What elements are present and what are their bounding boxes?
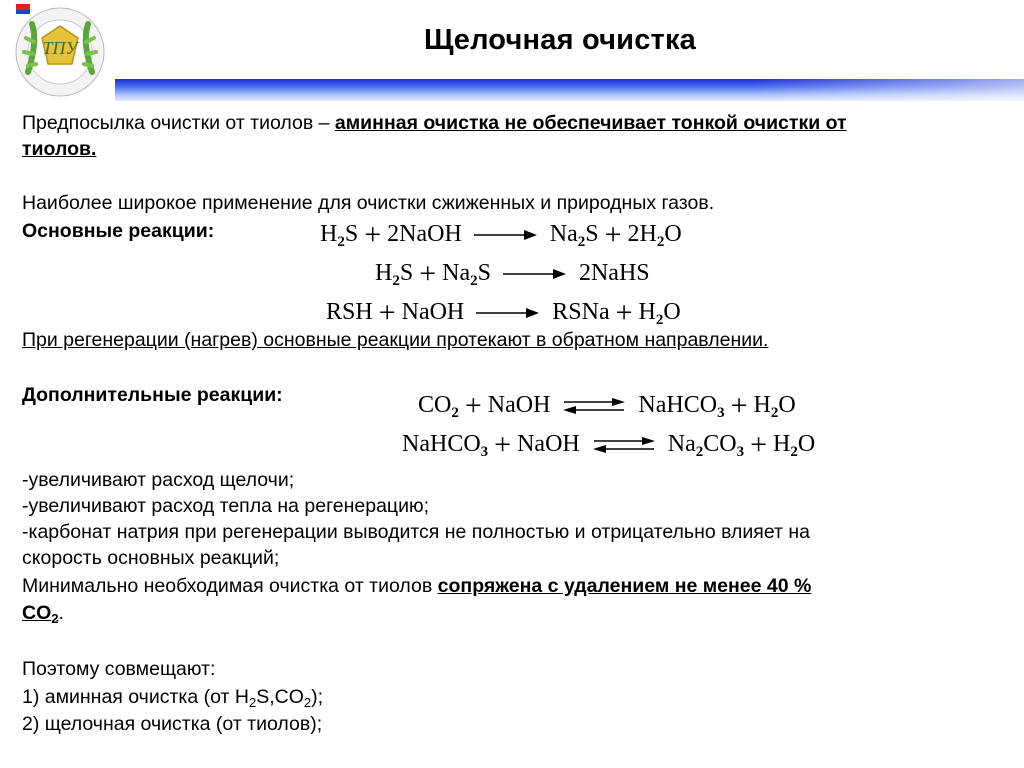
reaction-main-1: $H_2S$ + 2NaOH $Na_2S + 2H_2O$ (320, 218, 682, 251)
formula-term: NaHCO$_3$ (402, 431, 489, 460)
forward-arrow-icon (503, 267, 567, 281)
main-reactions-label: Основные реакции: (22, 220, 215, 242)
effect-line-4: скорость основных реакций; (22, 547, 280, 569)
university-logo (8, 2, 118, 102)
effect-line-2: -увеличивают расход тепла на регенерацию; (22, 495, 430, 517)
intro-line-1 (22, 110, 847, 136)
forward-arrow-icon (476, 306, 540, 320)
formula-term: $H_2S$ (320, 221, 359, 250)
formula-term: NaOH (517, 431, 580, 457)
intro-line-2: тиолов. (22, 138, 97, 160)
formula-term: NaHCO$_3$ (638, 392, 725, 421)
item1-c: ); (311, 686, 324, 708)
item1-sub1: 2 (248, 695, 257, 710)
formula-term: 2NaOH (387, 221, 462, 247)
reaction-main-2: $H_2S + Na_2S$ 2NaHS (375, 257, 650, 290)
intro-plain: Предпосылка очистки от тиолов – (22, 112, 335, 134)
reaction-additional-2: NaHCO$_3$ + NaOH $Na_2CO_3 + H_2O$ (402, 428, 816, 461)
formula-term: $H_2O$ (638, 299, 681, 328)
equilibrium-arrow-icon (562, 397, 626, 415)
formula-term: $2H_2O$ (627, 221, 682, 250)
regeneration-note: При регенерации (нагрев) основные реакции протекают в обратном направлении. (22, 329, 769, 351)
forward-arrow-icon (474, 228, 538, 242)
formula-term: NaOH (401, 299, 465, 325)
conclusion-item-1 (22, 684, 323, 710)
formula-term: $Na_2S$ (549, 221, 599, 250)
reaction-main-3: RSH + NaOH RSNa + $H_2O$ (326, 296, 681, 329)
minimum-line-1 (22, 573, 811, 599)
co2-tail: . (58, 602, 64, 624)
svg-text:ТПУ: ТПУ (42, 38, 78, 58)
formula-term: $H_2S$ (375, 260, 414, 289)
formula-term: RSH (326, 299, 373, 325)
formula-term: $H_2O$ (772, 431, 816, 460)
minimum-line-2 (22, 600, 64, 626)
page-title: Щелочная очистка (423, 24, 696, 56)
minimum-plain: Минимально необходимая очистка от тиолов (22, 575, 438, 597)
conclusion-item-2: 2) щелочная очистка (от тиолов); (22, 713, 323, 735)
co2-sub: 2 (51, 611, 59, 626)
equilibrium-arrow-icon (592, 436, 656, 454)
item1-a: 1) аминная очистка (от H (22, 686, 249, 708)
effect-line-3: -карбонат натрия при регенерации выводится не полностью и отрицательно влияет на (22, 521, 811, 543)
header-bar (115, 79, 1024, 101)
formula-term: $Na_2CO_3$ (667, 431, 745, 460)
formula-term: RSNa (552, 299, 610, 325)
reaction-additional-1: $CO_2$ + NaOH NaHCO$_3$ + $H_2O$ (418, 389, 796, 422)
co2-term (22, 602, 58, 624)
formula-term: NaOH (487, 392, 551, 418)
co2-main: CO (22, 602, 52, 624)
formula-term: $H_2O$ (753, 392, 796, 421)
item1-b: S,CO (256, 686, 304, 708)
formula-term: $Na_2S$ (442, 260, 491, 289)
formula-term: 2NaHS (578, 260, 650, 286)
item1-sub2: 2 (303, 695, 312, 710)
conclusion-lead: Поэтому совмещают: (22, 658, 216, 680)
minimum-bold: сопряжена с удалением не менее 40 % (437, 575, 812, 597)
intro-bold: аминная очистка не обеспечивает тонкой очистки от (334, 112, 847, 134)
usage-text: Наиболее широкое применение для очистки сжиженных и природных газов. (22, 192, 715, 214)
tomsk-polytechnic-university-seal-icon (8, 2, 118, 102)
formula-term: $CO_2$ (418, 392, 459, 421)
additional-reactions-label: Дополнительные реакции: (22, 384, 283, 406)
effect-line-1: -увеличивают расход щелочи; (22, 469, 295, 491)
